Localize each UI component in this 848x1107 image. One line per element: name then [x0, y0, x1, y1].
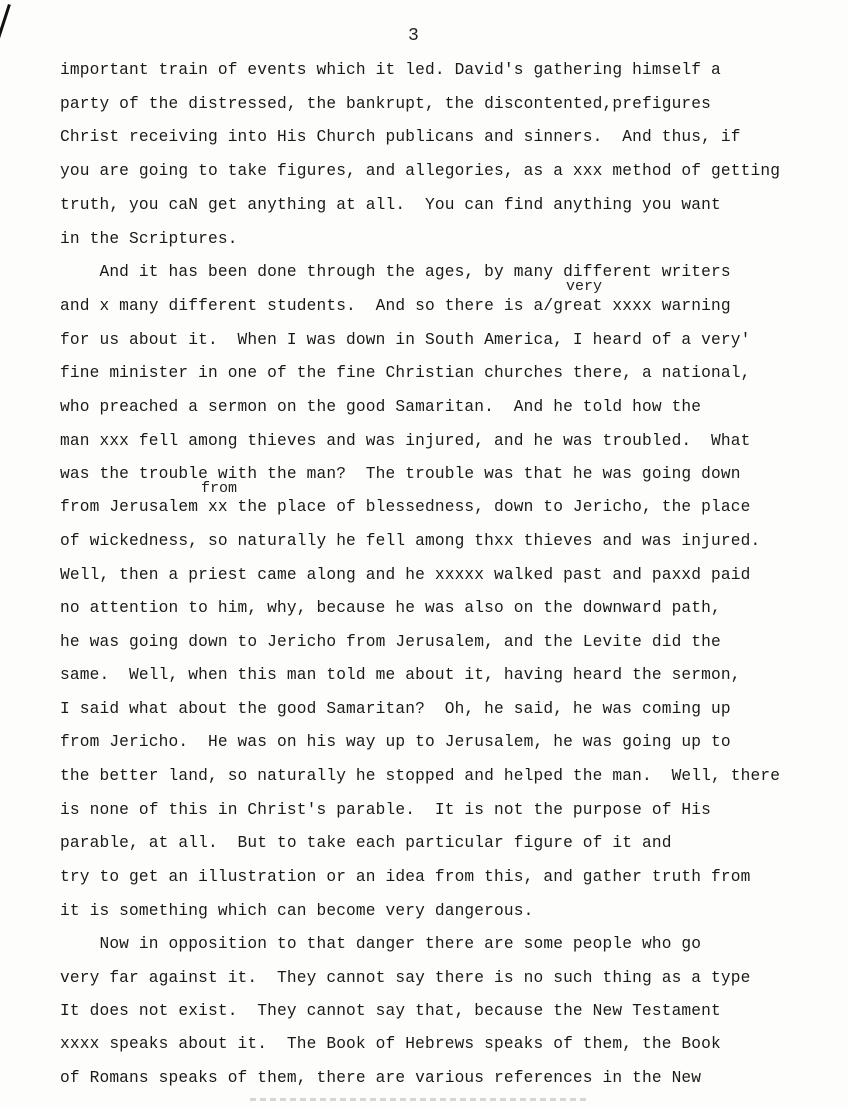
- text-line: for us about it. When I was down in South America, I heard of a very': [60, 331, 751, 349]
- text-line: And it has been done through the ages, by many different writers: [60, 263, 731, 281]
- interlinear-insertion-very: very: [566, 278, 603, 295]
- text-line: It does not exist. They cannot say that, because the New Testament: [60, 1002, 721, 1020]
- text-line: it is something which can become very dangerous.: [60, 902, 534, 920]
- scan-artifact: [250, 1098, 590, 1101]
- text-line: of wickedness, so naturally he fell among thxx thieves and was injured.: [60, 532, 761, 550]
- text-line: fine minister in one of the fine Christian churches there, a national,: [60, 364, 751, 382]
- margin-pen-mark: [0, 4, 11, 41]
- text-line: try to get an illustration or an idea from this, and gather truth from: [60, 868, 751, 886]
- text-line: from Jericho. He was on his way up to Jerusalem, he was going up to: [60, 733, 731, 751]
- text-line: Well, then a priest came along and he xxxxx walked past and paxxd paid: [60, 566, 751, 584]
- text-line: Now in opposition to that danger there are some people who go: [60, 935, 702, 953]
- text-line: party of the distressed, the bankrupt, the discontented,prefigures: [60, 95, 712, 113]
- text-line: Christ receiving into His Church publicans and sinners. And thus, if: [60, 128, 741, 146]
- interlinear-insertion-from: from: [201, 480, 238, 497]
- text-line: very far against it. They cannot say there is no such thing as a type: [60, 969, 751, 987]
- text-line: is none of this in Christ's parable. It is not the purpose of His: [60, 801, 712, 819]
- text-line: truth, you caN get anything at all. You can find anything you want: [60, 196, 721, 214]
- text-line: and x many different students. And so there is a/great xxxx warning: [60, 297, 731, 315]
- text-line: the better land, so naturally he stopped and helped the man. Well, there: [60, 767, 781, 785]
- text-line: who preached a sermon on the good Samaritan. And he told how the: [60, 398, 702, 416]
- text-line: was the trouble with the man? The trouble was that he was going down: [60, 465, 741, 483]
- text-line: of Romans speaks of them, there are various references in the New: [60, 1069, 702, 1087]
- text-line: he was going down to Jericho from Jerusalem, and the Levite did the: [60, 633, 721, 651]
- text-line: from Jerusalem xx the place of blessedness, down to Jericho, the place: [60, 498, 751, 516]
- text-line: man xxx fell among thieves and was injured, and he was troubled. What: [60, 432, 751, 450]
- text-line: you are going to take figures, and allegories, as a xxx method of getting: [60, 162, 781, 180]
- page-number: 3: [408, 26, 419, 46]
- text-line: important train of events which it led. David's gathering himself a: [60, 61, 721, 79]
- text-line: same. Well, when this man told me about it, having heard the sermon,: [60, 666, 741, 684]
- text-line: xxxx speaks about it. The Book of Hebrews speaks of them, the Book: [60, 1035, 721, 1053]
- text-line: in the Scriptures.: [60, 230, 238, 248]
- text-line: parable, at all. But to take each particular figure of it and: [60, 834, 672, 852]
- text-line: I said what about the good Samaritan? Oh, he said, he was coming up: [60, 700, 731, 718]
- text-line: no attention to him, why, because he was also on the downward path,: [60, 599, 721, 617]
